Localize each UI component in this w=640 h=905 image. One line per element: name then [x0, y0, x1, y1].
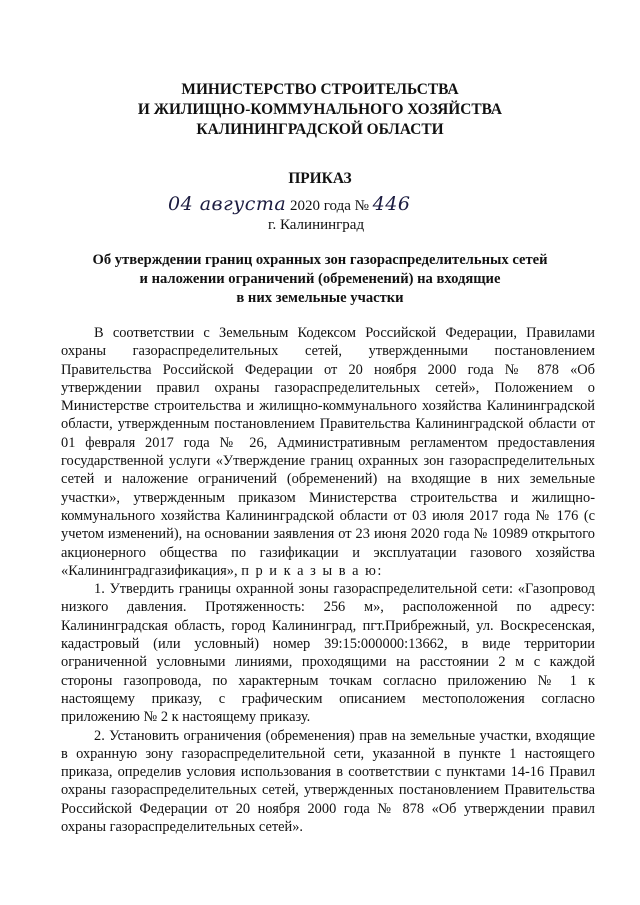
order-subject-line-3: в них земельные участки	[236, 290, 404, 306]
body-paragraph-preamble	[61, 324, 595, 580]
handwritten-date: 04 августа	[168, 193, 287, 215]
document-type-title: ПРИКАЗ	[288, 170, 352, 187]
order-body	[61, 324, 595, 836]
preamble-text: В соответствии с Земельным Кодексом Российской Федерации, Правилами охраны газораспределительных сетей, утвержденными постановлением Правительства Российской Федерации от 20 ноября 2000 года № 878 «Об утверждении правил охраны газораспределительных сетей», Положением о Министерстве строительства и жилищно-коммунального хозяйства Калининградской области, утвержденным постановлением Правительства Калининградской области от 01 февраля 2017 года № 26, Административным регламентом предоставления государственной услуги «Утверждение границ охранных зон газораспределительных сетей и наложение ограничений (обременений) на входящие в них земельные участки», утвержденным приказом Министерства строительства и жилищно-коммунального хозяйства Калининградской области от 03 июля 2017 года № 176 (с учетом изменений), на основании заявления от 23 июня 2020 года № 10989 открытого акционерного общества по газификации и эксплуатации газового хозяйства «Калининградгазификация»,	[61, 325, 595, 579]
ministry-header	[0, 80, 640, 140]
body-paragraph-item-2: 2. Установить ограничения (обременения) прав на земельные участки, входящие в охранную зону газораспределительной сети, указанной в пункте 1 настоящего приказа, определив условия использования в соответствии с пунктами 14-16 Правил охраны газораспределительных сетей, утвержденных постановлением Правительства Российской Федерации от 20 ноября 2000 года № 878 «Об утверждении правил охраны газораспределительных сетей».	[61, 727, 595, 836]
order-date-line	[168, 193, 410, 215]
order-directive-word: п р и к а з ы в а ю:	[241, 562, 383, 579]
ministry-header-line-2: И ЖИЛИЩНО-КОММУНАЛЬНОГО ХОЗЯЙСТВА	[137, 101, 503, 118]
ministry-header-line-1: МИНИСТЕРСТВО СТРОИТЕЛЬСТВА	[181, 81, 459, 98]
order-subject-line-2: и наложении ограничений (обременений) на входящие	[139, 271, 501, 287]
ministry-header-line-3: КАЛИНИНГРАДСКОЙ ОБЛАСТИ	[196, 121, 444, 138]
order-subject-line-1: Об утверждении границ охранных зон газораспределительных сетей	[92, 252, 548, 268]
order-city: г. Калининград	[268, 217, 365, 233]
order-subject	[0, 251, 640, 308]
handwritten-order-number: 446	[372, 193, 411, 215]
order-year-label: 2020 года №	[289, 198, 369, 214]
body-paragraph-item-1: 1. Утвердить границы охранной зоны газораспределительной сети: «Газопровод низкого давления. Протяженность: 256 м», расположенной по адресу: Калининградская область, город Калининград, пгт.Прибрежный, ул. Воскресенская, кадастровый (или условный) номер 39:15:000000:13662, в виде территории ограниченной условными линиями, проходящими на расстоянии 2 м с каждой стороны газопровода, по характерным точкам согласно приложению № 1 к настоящему приказу, с графическим описанием местоположения согласно приложению № 2 к настоящему приказу.	[61, 581, 595, 726]
